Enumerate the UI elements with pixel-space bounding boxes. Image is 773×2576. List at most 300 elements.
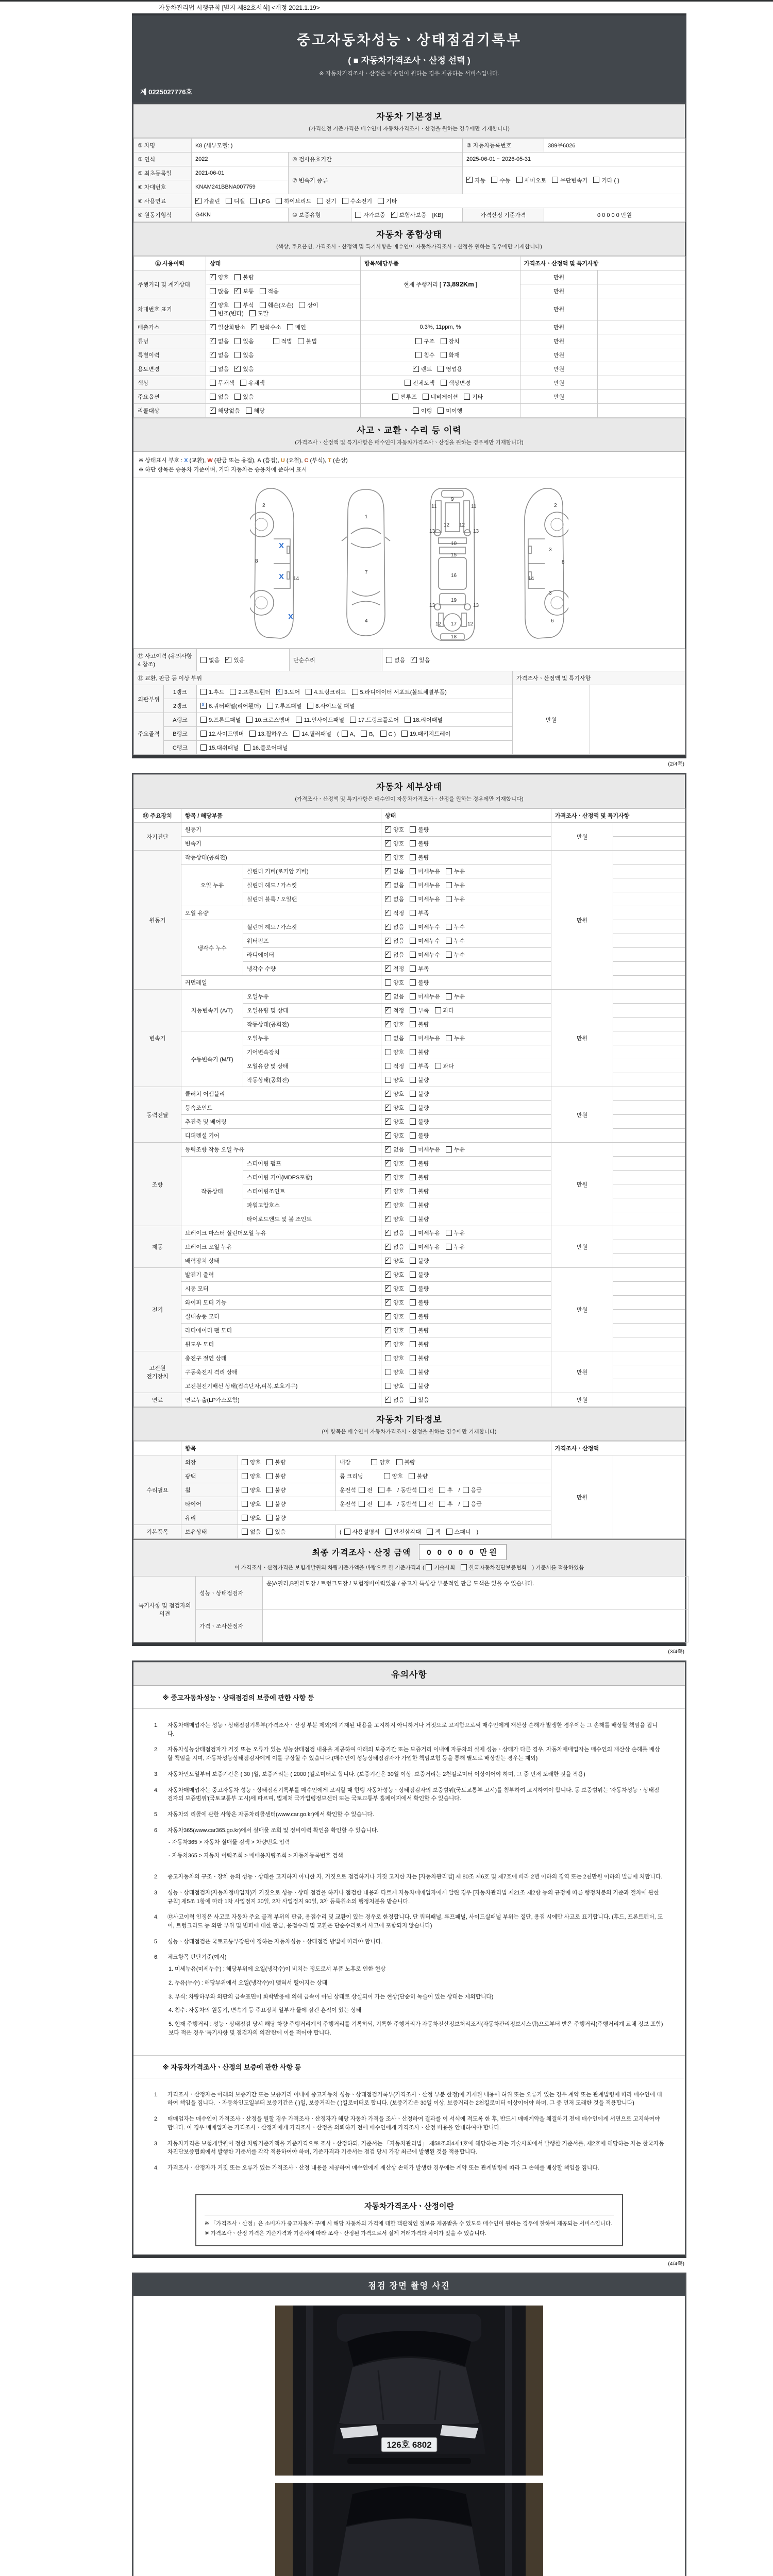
checkbox-icon[interactable] [410,1160,416,1166]
option-없음: ✓ 없음 [385,992,404,1001]
checkbox-icon[interactable] [415,352,422,358]
checkbox-icon[interactable] [593,177,599,183]
checkbox-icon[interactable] [410,1105,416,1111]
checkbox-icon[interactable] [410,868,416,874]
notice-subitem: 1. 미세누유(미세누수) : 해당부위에 오일(냉각수)이 비치는 정도로서 부품 노후로 인한 현상 [169,1966,386,1973]
checkbox-icon[interactable] [410,1341,416,1347]
checkbox-icon[interactable] [242,1529,248,1535]
checkbox-icon[interactable] [410,1202,416,1208]
option-없음: ✓ 없음 [385,1396,404,1404]
checkbox-icon[interactable] [410,1216,416,1222]
checkbox-icon[interactable] [385,1327,391,1333]
checkbox-icon[interactable] [405,717,411,723]
checkbox-icon[interactable] [287,324,293,330]
checkbox-icon[interactable] [276,198,282,204]
checkbox-icon[interactable] [384,1473,390,1479]
checkbox-icon[interactable] [210,394,216,400]
checkbox-icon[interactable] [385,1174,391,1180]
checkbox-icon[interactable] [385,1355,391,1361]
checkbox-icon[interactable] [296,717,302,723]
checkbox-icon[interactable] [413,366,419,372]
checkbox-icon[interactable] [516,177,523,183]
checkbox-icon[interactable] [385,1230,391,1236]
checkbox-icon[interactable] [385,882,391,888]
checkbox-icon[interactable] [200,717,207,723]
checkbox-icon[interactable] [438,408,444,414]
checkbox-icon[interactable] [242,1501,248,1507]
panel-number: 16 [451,573,457,579]
checkbox-icon[interactable] [267,703,273,709]
checkbox-icon[interactable] [200,731,207,737]
notice-item [154,2164,664,2173]
notice-item-text: 중고자동차의 구조ㆍ장치 등의 성능ㆍ상태를 고지하지 아니한 자, 거짓으로 점검하거나 거짓 고지한 자는 [자동차관리법] 제 80조 제6호 및 제7호에 따라 2년 이하의 징역 또는 2천만원 이하의 벌금에 처합니다. [167,1874,663,1880]
checkbox-icon[interactable] [410,1369,416,1375]
checkbox-icon[interactable] [306,689,312,695]
checkbox-icon[interactable] [266,1501,273,1507]
option-불량: 불량 [410,978,429,987]
text-token: 운전석 [340,1501,356,1507]
checkbox-icon[interactable] [410,1355,416,1361]
checkbox-icon[interactable] [260,302,266,308]
text-token: ) [476,1529,479,1535]
col-major-device: ⑭ 주요장치 [134,809,181,823]
state-options [206,320,361,334]
text-token: ( [337,731,339,737]
option-양호: 양호 [242,1472,261,1480]
checkbox-icon[interactable] [439,1487,445,1493]
checkbox-icon[interactable] [410,1021,416,1027]
panel-number: 13 [473,529,479,534]
checkbox-icon[interactable] [410,1383,416,1389]
notice-item [154,1913,664,1930]
legend-part: (교환), [188,457,208,464]
option-불량: 불량 [410,1159,429,1167]
notice-subitem: 4. 침수: 자동차의 원동기, 변속기 등 주요장치 일부가 물에 잠긴 흔적이 있는 상태 [169,2007,362,2014]
checkbox-icon[interactable] [446,924,452,930]
checkbox-icon[interactable] [385,993,391,999]
checkbox-icon[interactable] [385,1188,391,1194]
checkbox-icon[interactable] [435,1007,441,1013]
notice-item [154,1826,664,1866]
checkbox-icon[interactable] [401,731,408,737]
checkbox-icon[interactable] [446,882,452,888]
checkbox-icon[interactable] [210,310,216,316]
notice-item-text: ⑫사고이력 인정은 사고로 자동차 주요 골격 부위의 판금, 용접수리 및 교환이 있는 경우로 한정합니다. 단 쿼터패널, 루프패널, 사이드실패널 부위는 절단, 용접 시에만 사고로 표기합니다. (후드, 프론트펜더, 도어, 트렁크리드 등 외판 부위 및 범퍼에 대한 판금, 용접수리 및 교환은 단순수리로서 사고에 포함되지 않습니다) [167,1914,663,1929]
checkbox-icon[interactable] [410,979,416,986]
checkbox-icon[interactable] [234,288,241,294]
checkbox-icon[interactable] [266,1515,273,1521]
checkbox-icon[interactable] [260,288,266,294]
checkbox-icon[interactable] [385,1258,391,1264]
checkbox-icon[interactable] [410,854,416,860]
checkbox-icon[interactable] [410,952,416,958]
car-name-value: K8 (세부모델: ) [192,139,463,152]
checkbox-icon[interactable] [410,1146,416,1153]
notice-item-number: 4. [154,1914,159,1921]
option-무단변속기: 무단변속기 [552,176,587,184]
checkbox-icon[interactable] [242,1459,248,1465]
checkbox-icon[interactable] [385,938,391,944]
checkbox-icon[interactable] [385,1160,391,1166]
checkbox-icon[interactable] [410,1118,416,1125]
checkbox-icon[interactable] [385,952,391,958]
checkbox-icon[interactable] [234,352,241,358]
checkbox-icon[interactable] [410,1007,416,1013]
checkbox-icon[interactable] [439,1501,445,1507]
checkbox-icon[interactable] [410,1327,416,1333]
checkbox-icon[interactable] [234,274,241,280]
checkbox-icon[interactable] [463,1501,469,1507]
checkbox-icon[interactable] [355,212,361,218]
checkbox-icon[interactable] [461,1564,467,1570]
note-cell [613,865,685,878]
checkbox-icon[interactable] [410,1397,416,1403]
checkbox-icon[interactable] [409,1473,415,1479]
checkbox-icon[interactable] [410,1077,416,1083]
checkbox-icon[interactable] [441,338,447,344]
price-survey-note: ※ 자동차가격조사ㆍ산정은 매수인이 원하는 경우 제공하는 서비스입니다. [319,71,499,77]
checkbox-icon[interactable] [385,1272,391,1278]
checkbox-icon[interactable] [210,288,216,294]
checkbox-icon[interactable] [200,689,207,695]
checkbox-icon[interactable] [210,324,216,330]
checkbox-icon[interactable] [342,198,348,204]
checkbox-icon[interactable] [410,1188,416,1194]
checkbox-icon[interactable] [246,408,252,414]
checkbox-icon[interactable] [210,380,216,386]
checkbox-icon[interactable] [266,1473,273,1479]
checkbox-icon[interactable] [352,689,358,695]
notice-item-text: 성능ㆍ상태점검자(자동차정비업자)가 거짓으로 성능ㆍ상태 점검을 하거나 점검한 내용과 다르게 자동차매매업자에게 알린 경우 [자동차관리법 제21조 제2항 등의 규정에 따른 행정처분의 기준과 절차에 관한 규칙] 제5조 1항에 따라 1차 사업정지 30일, 2차 사업정지 90일, 3차 등록취소의 행정처분을 받습니다. [167,1889,659,1905]
panel-number: 17 [451,621,457,627]
checkbox-icon[interactable] [385,1244,391,1250]
checkbox-icon[interactable] [391,212,397,218]
checkbox-icon[interactable] [410,1285,416,1292]
engine-type-label: ⑨ 원동기형식 [134,208,192,222]
checkbox-icon[interactable] [249,310,256,316]
checkbox-icon[interactable] [410,924,416,930]
checkbox-icon[interactable] [234,366,241,372]
checkbox-icon[interactable] [266,1459,273,1465]
item-label: 윈도우 모터 [181,1337,381,1351]
note-cell [613,1379,685,1393]
checkbox-icon[interactable] [441,352,447,358]
checkbox-icon[interactable] [200,703,207,709]
car-type-note: ※ 하단 항목은 승용차 기준이며, 기타 자동차는 승용차에 준하여 표시 [139,467,307,473]
checkbox-icon[interactable] [410,840,416,846]
option-구조: 구조 [415,337,434,345]
option-불량: 불량 [410,1340,429,1348]
notice-item-text: 자동차가격은 보험개발원이 정한 차량기준가액을 기준가격으로 조사ㆍ산정하되, 기준서는 「자동차관리법」 제58조의4제1호에 해당하는 자는 기술사회에서 발행한 기준서를, 제2호에 해당하는 자는 한국자동차진단보증협회에서 발행한 기준서를 각각 적용하여야 하며, 기준가격과 기준서는 점검 당시 가장 최근에 발행된 것을 적용합니다. [167,2140,664,2156]
checkbox-icon[interactable] [410,965,416,972]
checkbox-icon[interactable] [405,380,411,386]
checkbox-icon[interactable] [385,1341,391,1347]
checkbox-icon[interactable] [427,1529,433,1535]
checkbox-icon[interactable] [385,826,391,833]
note-cell [613,1087,685,1101]
checkbox-icon[interactable] [350,717,356,723]
checkbox-icon[interactable] [446,896,452,902]
checkbox-icon[interactable] [226,198,232,204]
option-없음: ✓ 없음 [385,1145,404,1154]
other-item-label: 타이어 [181,1497,238,1511]
checkbox-icon[interactable] [463,1487,469,1493]
item-label: 스티어링 기어(MDPS포함) [243,1171,381,1184]
checkbox-icon[interactable] [266,1529,273,1535]
checkbox-icon[interactable] [307,703,313,709]
checkbox-icon[interactable] [210,408,216,414]
checkbox-icon[interactable] [378,198,384,204]
checkbox-icon[interactable] [317,198,323,204]
option-스패너: 스패너 [446,1528,471,1536]
checkbox-icon[interactable] [250,198,257,204]
panel-number: 18 [451,634,457,640]
damage-code-legend [133,452,685,478]
checkbox-icon[interactable] [210,302,216,308]
checkbox-icon[interactable] [385,1216,391,1222]
option-누유: 누유 [446,992,465,1001]
option-보통: ✓ 보통 [234,287,254,295]
item-label: 스티어링 펌프 [243,1157,381,1171]
option-불량: 불량 [234,273,254,281]
checkbox-icon[interactable] [195,198,201,204]
checkbox-icon[interactable] [342,731,348,737]
state-options [381,1115,551,1129]
checkbox-icon[interactable] [441,380,447,386]
checkbox-icon[interactable] [246,717,253,723]
checkbox-icon[interactable] [385,896,391,902]
option-수동: 수동 [491,176,510,184]
panel-note-cell [590,685,685,755]
checkbox-icon[interactable] [385,1285,391,1292]
checkbox-icon[interactable] [385,1118,391,1125]
checkbox-icon[interactable] [210,366,216,372]
checkbox-icon[interactable] [410,826,416,833]
checkbox-icon[interactable] [234,394,241,400]
checkbox-icon[interactable] [242,1515,248,1521]
checkbox-icon[interactable] [385,1132,391,1139]
device-group-label: 제동 [134,1226,181,1268]
checkbox-icon[interactable] [385,1529,392,1535]
state-options [381,1337,551,1351]
checkbox-icon[interactable] [385,1202,391,1208]
checkbox-icon[interactable] [396,1459,402,1465]
checkbox-icon[interactable] [385,979,391,986]
checkbox-icon[interactable] [293,731,299,737]
checkbox-icon[interactable] [438,366,444,372]
checkbox-icon[interactable] [426,1564,432,1570]
group-price-cell: 만원 [551,823,613,851]
checkbox-icon[interactable] [491,177,497,183]
checkbox-icon[interactable] [410,1244,416,1250]
checkbox-icon[interactable] [359,1487,365,1493]
checkbox-icon[interactable] [464,394,470,400]
option-과다: 과다 [435,1062,454,1070]
state-options [381,962,551,976]
checkbox-icon[interactable] [410,1272,416,1278]
opinion-row [134,1577,688,1609]
checkbox-icon[interactable] [385,1369,391,1375]
option-양호: ✓ 양호 [385,839,404,848]
checkbox-icon[interactable] [298,338,304,344]
price-cell: 만원 [520,376,598,390]
text-token: / 동반석 [397,1487,417,1494]
state-options [206,362,361,376]
checkbox-icon[interactable] [413,408,419,414]
checkbox-icon[interactable] [244,744,250,751]
checkbox-icon[interactable] [385,1007,391,1013]
option-부족: 부족 [410,909,429,917]
checkbox-icon[interactable] [385,1146,391,1153]
checkbox-icon[interactable] [240,380,246,386]
item-label: 배력장치 상태 [181,1254,381,1268]
checkbox-icon[interactable] [466,177,473,183]
option-없음: ✓ 없음 [385,1243,404,1251]
checkbox-icon[interactable] [411,657,417,663]
state-options [206,376,361,390]
checkbox-icon[interactable] [410,1063,416,1069]
other-item-label: 휠 [181,1483,238,1497]
option-양호: ✓ 양호 [385,1131,404,1140]
item-label: 라디에이터 [243,948,381,962]
checkbox-icon[interactable] [446,1146,452,1153]
checkbox-icon[interactable] [446,1529,452,1535]
checkbox-icon[interactable] [385,1299,391,1306]
checkbox-icon[interactable] [410,938,416,944]
accident-table [133,649,685,755]
checkbox-icon[interactable] [385,854,391,860]
note-cell [613,851,685,865]
item-cell [361,390,520,404]
state-options [381,1296,551,1310]
item-label: 실내송풍 모터 [181,1310,381,1324]
checkbox-icon[interactable] [385,1091,391,1097]
checkbox-icon[interactable] [446,1244,452,1250]
legend-part: X [184,457,188,464]
checkbox-icon[interactable] [225,657,231,663]
checkbox-icon[interactable] [392,394,398,400]
checkbox-icon[interactable] [423,394,429,400]
checkbox-icon[interactable] [200,657,207,663]
checkbox-icon[interactable] [385,1063,391,1069]
checkbox-icon[interactable] [234,338,241,344]
checkbox-icon[interactable] [385,965,391,972]
checkbox-icon[interactable] [435,1063,441,1069]
notice-item-number: 2. [154,2116,159,2123]
checkbox-icon[interactable] [230,689,236,695]
checkbox-icon[interactable] [385,1383,391,1389]
checkbox-icon[interactable] [419,1487,426,1493]
option-4.트렁크리드: 4.트렁크리드 [306,688,346,696]
checkbox-icon[interactable] [385,924,391,930]
checkbox-icon[interactable] [410,1230,416,1236]
basic-info-table [133,138,685,222]
checkbox-icon[interactable] [378,1487,384,1493]
checkbox-icon[interactable] [410,910,416,916]
checkbox-icon[interactable] [410,1258,416,1264]
checkbox-icon[interactable] [251,324,257,330]
checkbox-icon[interactable] [410,993,416,999]
item-cell [361,298,520,320]
checkbox-icon[interactable] [385,910,391,916]
other-info-table [133,1441,685,1539]
checkbox-icon[interactable] [410,1174,416,1180]
checkbox-icon[interactable] [446,993,452,999]
checkbox-icon[interactable] [410,1132,416,1139]
damage-x-mark: X [279,572,284,581]
checkbox-icon[interactable] [371,1459,377,1465]
checkbox-icon[interactable] [385,840,391,846]
checkbox-icon[interactable] [200,744,207,751]
page-marker-4: (4/4쪽) [668,2261,684,2267]
checkbox-icon[interactable] [299,302,305,308]
checkbox-icon[interactable] [385,1021,391,1027]
checkbox-icon[interactable] [276,689,282,695]
checkbox-icon[interactable] [385,1397,391,1403]
checkbox-icon[interactable] [385,1035,391,1041]
option-있음: 있음 [266,1528,285,1536]
checkbox-icon[interactable] [446,938,452,944]
checkbox-icon[interactable] [361,731,367,737]
checkbox-icon[interactable] [419,1501,426,1507]
checkbox-icon[interactable] [380,731,386,737]
rank-label: C랭크 [164,741,197,755]
checkbox-icon[interactable] [410,1035,416,1041]
checkbox-icon[interactable] [266,1487,273,1493]
checkbox-icon[interactable] [410,882,416,888]
notice-item-text: 자동차매매업자는 중고자동차 성능ㆍ상태점검기록부를 매수인에게 고지할 때 현행 자동차성능ㆍ상태점검자의 보증범위(국토교통부 고시)를 첨부하여 고지하여야 합니다. 동 보증범위는 '자동차성능ㆍ상태점검자의 보증범위'(국토교통부 고시)에 따르며, 법제처 국가법령정보센터 또는 국토교통부 홈페이지에서 확인할 수 있습니다. [167,1787,660,1802]
checkbox-icon[interactable] [410,1091,416,1097]
checkbox-icon[interactable] [410,896,416,902]
checkbox-icon[interactable] [385,1049,391,1055]
checkbox-icon[interactable] [410,1299,416,1306]
checkbox-icon[interactable] [552,177,558,183]
checkbox-icon[interactable] [446,868,452,874]
checkbox-icon[interactable] [385,1313,391,1319]
checkbox-icon[interactable] [378,1501,384,1507]
option-자가보증: 자가보증 [355,211,385,219]
checkbox-icon[interactable] [410,1313,416,1319]
checkbox-icon[interactable] [446,1035,452,1041]
accident-subtitle: (가격조사ㆍ산정액 및 특기사항은 매수인이 자동차가격조사ㆍ산정을 원하는 경우에만 기재합니다) [295,439,524,446]
checkbox-icon[interactable] [446,1230,452,1236]
checkbox-icon[interactable] [385,1105,391,1111]
checkbox-icon[interactable] [242,1487,248,1493]
checkbox-icon[interactable] [210,338,216,344]
checkbox-icon[interactable] [410,1049,416,1055]
checkbox-icon[interactable] [386,657,392,663]
legend-part: (흠집), [261,457,281,464]
item-extra-options [336,1497,551,1511]
checkbox-icon[interactable] [359,1501,365,1507]
checkbox-icon[interactable] [385,1077,391,1083]
checkbox-icon[interactable] [446,952,452,958]
price-cell: 만원 [520,298,598,320]
checkbox-icon[interactable] [242,1473,248,1479]
checkbox-icon[interactable] [344,1529,350,1535]
checkbox-icon[interactable] [385,868,391,874]
note-cell [613,1171,685,1184]
option-없음: 없음 [386,656,405,664]
item-label: 커먼레일 [181,976,381,990]
checkbox-icon[interactable] [415,338,422,344]
checkbox-icon[interactable] [210,352,216,358]
checkbox-icon[interactable] [249,731,256,737]
checkbox-icon[interactable] [210,274,216,280]
basic-info-header [133,104,685,138]
checkbox-icon[interactable] [234,302,241,308]
checkbox-icon[interactable] [273,338,279,344]
